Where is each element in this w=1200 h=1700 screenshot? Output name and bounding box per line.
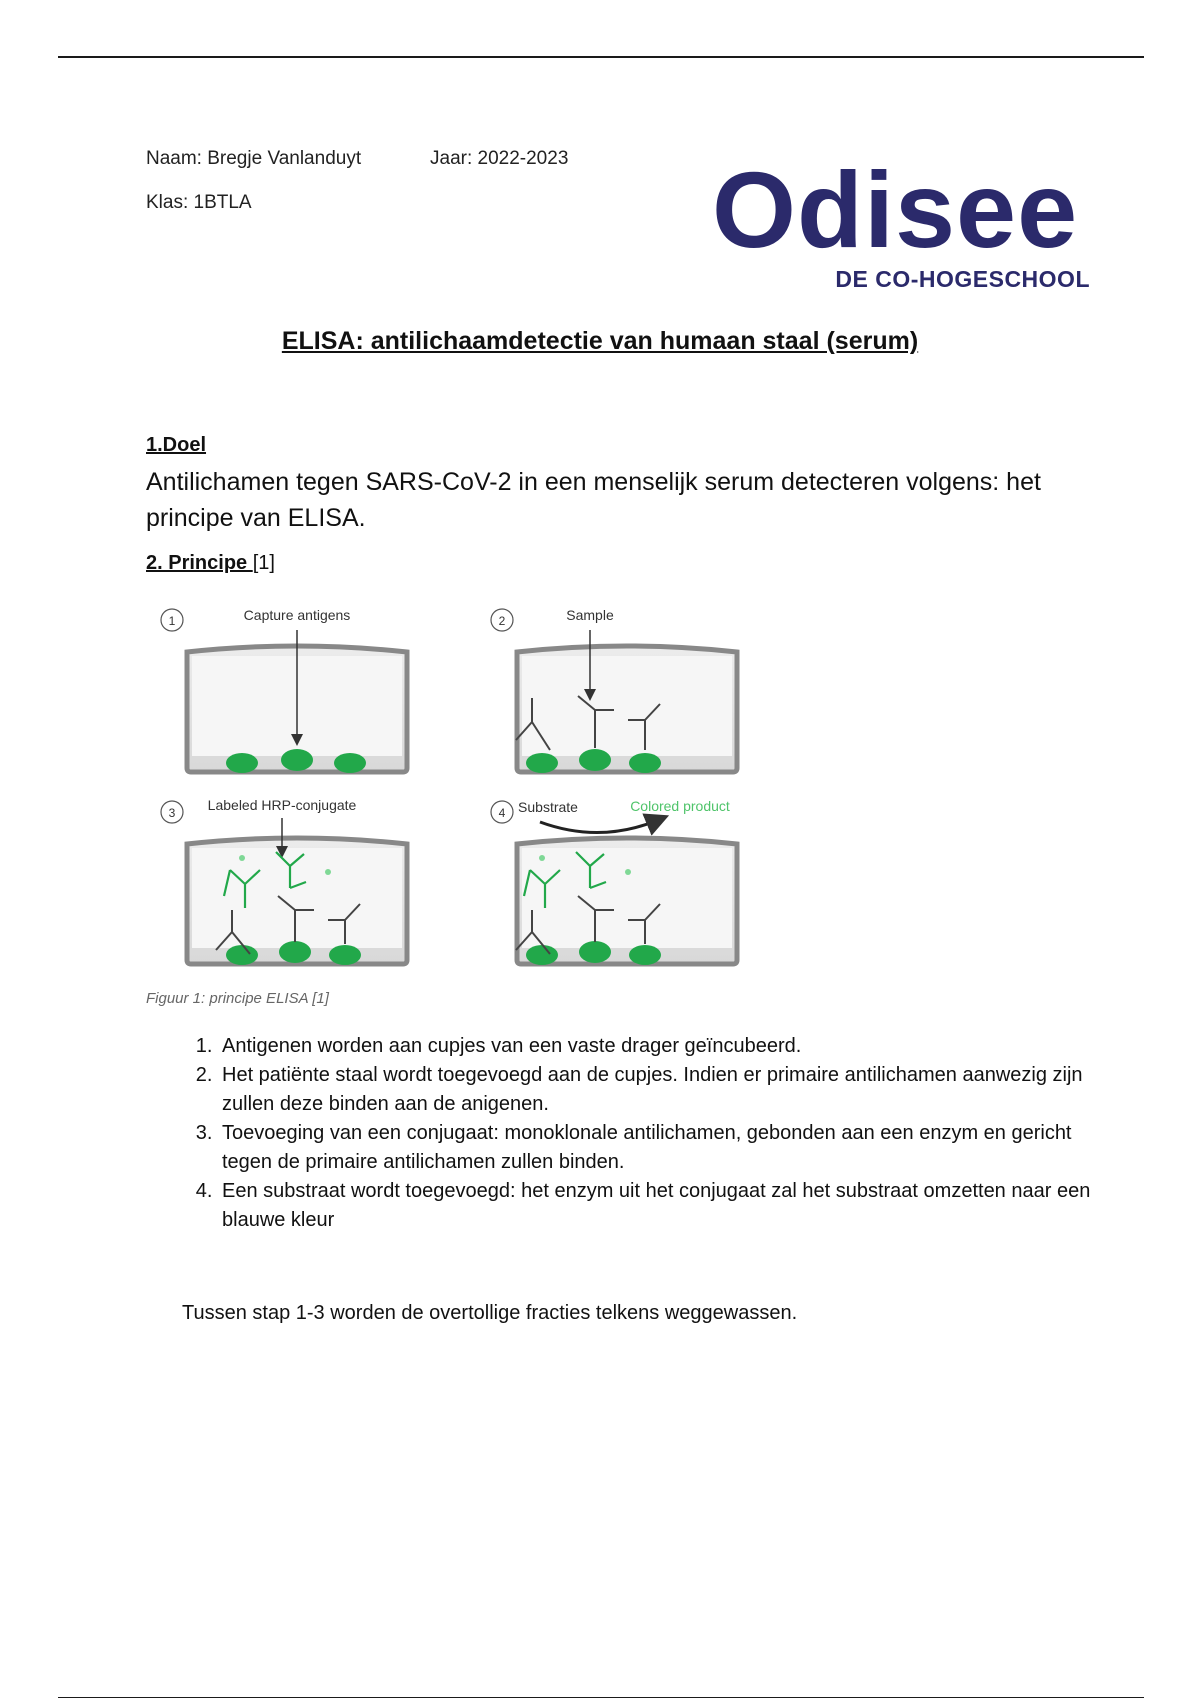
- elisa-principle-figure: [150, 600, 750, 980]
- panel-4-well-inner: [522, 848, 732, 948]
- panel-4-antigen-2: [579, 941, 611, 963]
- panel-3-antigen-2: [279, 941, 311, 963]
- principe-heading-text: 2. Principe: [146, 552, 253, 574]
- academic-year: Jaar: 2022-2023: [430, 148, 569, 169]
- bottom-rule: [58, 1697, 1144, 1698]
- panel-1-antigen-2: [281, 749, 313, 771]
- panel-2: [491, 607, 737, 773]
- panel-2-label: Sample: [566, 607, 614, 623]
- section-heading-principe: [146, 552, 275, 575]
- panel-2-antigen-2: [579, 749, 611, 771]
- panel-1-label: Capture antigens: [243, 607, 351, 623]
- section-heading-doel: [146, 434, 206, 457]
- panel-1-number: 1: [168, 614, 176, 628]
- panel-3-antigen-1: [226, 945, 258, 965]
- panel-4-enzyme-2: [625, 869, 631, 875]
- procedure-steps: [182, 1032, 1098, 1235]
- figure-caption: Figuur 1: principe ELISA [1]: [146, 990, 329, 1007]
- panel-3-antigen-3: [329, 945, 361, 965]
- panel-4-label-product: Colored product: [630, 798, 730, 814]
- odisee-logo: [712, 149, 1092, 300]
- panel-3-enzyme-2: [325, 869, 331, 875]
- panel-3-well-inner: [192, 848, 402, 948]
- panel-1: [161, 607, 407, 773]
- step-item: 4. Een substraat wordt toegevoegd: het enzym uit het conjugaat zal het substraat omzetten naar een blauwe kleur: [218, 1177, 1098, 1235]
- student-name: Naam: Bregje Vanlanduyt: [146, 148, 362, 169]
- panel-2-antigen-1: [526, 753, 558, 773]
- step-item: 1. Antigenen worden aan cupjes van een vaste drager geïncubeerd.: [218, 1032, 1098, 1061]
- document-title: ELISA: antilichaamdetectie van humaan staal (serum): [281, 327, 919, 355]
- logo-wordmark: Odisee: [712, 149, 1079, 270]
- panel-1-antigen-1: [226, 753, 258, 773]
- panel-4-reaction-arrow: [540, 820, 658, 833]
- step-item: 2. Het patiënte staal wordt toegevoegd aan de cupjes. Indien er primaire antilichamen aanwezig zijn zullen deze binden aan de anigenen.: [218, 1061, 1098, 1119]
- doel-body: Antilichamen tegen SARS-CoV-2 in een menselijk serum detecteren volgens: het principe van ELISA.: [146, 468, 1041, 532]
- panel-4-antigen-1: [526, 945, 558, 965]
- panel-4-enzyme-1: [539, 855, 545, 861]
- top-rule: [58, 56, 1144, 58]
- elisa-diagram: [150, 600, 750, 980]
- class-label: Klas: 1BTLA: [146, 192, 252, 213]
- panel-2-antigen-3: [629, 753, 661, 773]
- principe-reference: [1]: [252, 552, 275, 574]
- panel-2-number: 2: [498, 614, 506, 628]
- washing-note: Tussen stap 1-3 worden de overtollige fracties telkens weggewassen.: [182, 1302, 798, 1324]
- panel-3-number: 3: [168, 806, 176, 820]
- panel-3-label: Labeled HRP-conjugate: [207, 797, 357, 813]
- step-item: 3. Toevoeging van een conjugaat: monoklonale antilichamen, gebonden aan een enzym en gericht tegen de primaire antilichamen zullen binden.: [218, 1119, 1098, 1177]
- logo-tagline: DE CO-HOGESCHOOL: [835, 266, 1090, 292]
- panel-3: [161, 797, 407, 965]
- panel-1-antigen-3: [334, 753, 366, 773]
- panel-2-well-inner: [522, 656, 732, 756]
- panel-3-enzyme-1: [239, 855, 245, 861]
- panel-4: [491, 798, 737, 965]
- panel-4-label: Substrate: [518, 799, 578, 815]
- panel-4-number: 4: [498, 806, 506, 820]
- panel-4-antigen-3: [629, 945, 661, 965]
- doel-heading-text: 1.Doel: [146, 434, 207, 456]
